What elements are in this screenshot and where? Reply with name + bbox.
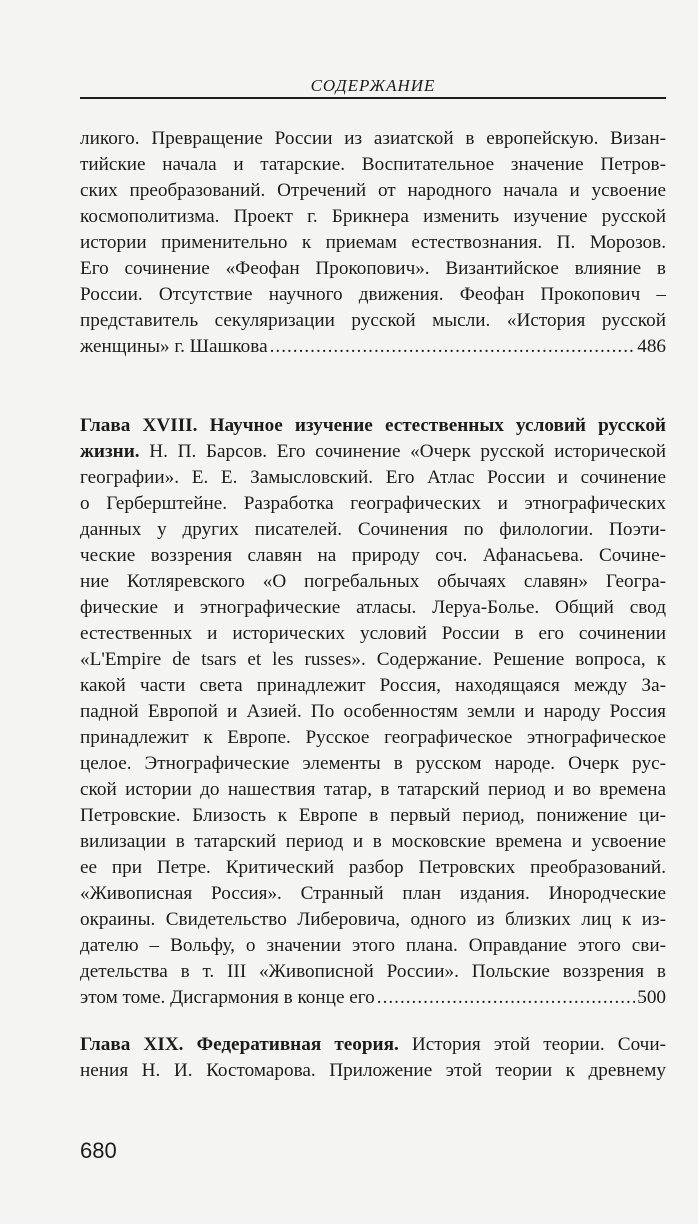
text-line: истории применительно к приемам естествознания. П. Морозов. (80, 232, 666, 253)
text-fragment: История этой теории. Сочи- (398, 1034, 666, 1055)
text-line: естественных и исторических условий России в его сочинении (80, 623, 666, 644)
dot-leader (270, 334, 636, 360)
text-line: о Герберштейне. Разработка географических и этнографических (80, 493, 666, 514)
text-line: ских преобразований. Отречений от народного начала и усвоение (80, 180, 666, 201)
text-line: нения Н. И. Костомарова. Приложение этой теории к древнему (80, 1060, 666, 1081)
text-line: дателю – Вольфу, о значении этого плана. Оправдание этого сви- (80, 935, 666, 956)
text-line: ее при Петре. Критический разбор Петровских преобразований. (80, 857, 666, 878)
chapter-title: Глава XVIII. Научное изучение естественных условий русской (80, 415, 666, 436)
toc-entry-page-line (80, 334, 666, 360)
toc-page-number: 486 (637, 336, 666, 357)
toc-chapter-19 (80, 1032, 666, 1084)
text-line: Петровские. Близость к Европе в первый период, понижение ци- (80, 805, 666, 826)
text-line: ской истории до нашествия татар, в татарский период и во времена (80, 779, 666, 800)
text-line: России. Отсутствие научного движения. Феофан Прокопович – (80, 284, 666, 305)
text-line: какой части света принадлежит Россия, находящаяся между За- (80, 675, 666, 696)
text-line: ческие воззрения славян на природу соч. Афанасьева. Сочине- (80, 545, 666, 566)
text-line: космополитизма. Проект г. Брикнера изменить изучение русской (80, 206, 666, 227)
text-line: данных у других писателей. Сочинения по филологии. Поэти- (80, 519, 666, 540)
toc-chapter-18 (80, 413, 666, 1011)
text-line (80, 1032, 666, 1058)
text-line: падной Европой и Азией. По особенностям земли и народу Россия (80, 701, 666, 722)
text-line (80, 439, 666, 465)
text-line: ние Котляревского «О погребальных обычаях славян» Геогра- (80, 571, 666, 592)
text-line: окраины. Свидетельство Либеровича, одного из близких лиц к из- (80, 909, 666, 930)
page-number: 680 (80, 1138, 117, 1163)
text-line: «L'Empire de tsars et les russes». Содержание. Решение вопроса, к (80, 649, 666, 670)
text-line: принадлежит к Европе. Русское географическое этнографическое (80, 727, 666, 748)
text-line: вилизации в татарский период и в московские времена и усвоение (80, 831, 666, 852)
toc-page-number: 500 (637, 987, 666, 1008)
text-line: «Живописная Россия». Странный план издания. Инородческие (80, 883, 666, 904)
toc-continuation-paragraph (80, 126, 666, 360)
text-line: географии». Е. Е. Замысловский. Его Атлас России и сочинение (80, 467, 666, 488)
dot-leader (377, 985, 635, 1011)
text-line: Его сочинение «Феофан Прокопович». Византийское влияние в (80, 258, 666, 279)
text-line: ликого. Превращение России из азиатской в европейскую. Визан- (80, 128, 666, 149)
text-line: тийские начала и татарские. Воспитательное значение Петров- (80, 154, 666, 175)
text-line: представитель секуляризации русской мысли. «История русской (80, 310, 666, 331)
chapter-title: Глава XIX. Федеративная теория. (80, 1034, 399, 1055)
text-line: фические и этнографические атласы. Леруа-Болье. Общий свод (80, 597, 666, 618)
text-line: целое. Этнографические элементы в русском народе. Очерк рус- (80, 753, 666, 774)
toc-entry-last-text: этом томе. Дисгармония в конце его (80, 987, 375, 1008)
text-fragment: Н. П. Барсов. Его сочинение «Очерк русской исторической (139, 441, 666, 462)
toc-entry-page-line (80, 985, 666, 1011)
running-header: СОДЕРЖАНИЕ (310, 76, 436, 95)
chapter-title-end: жизни. (80, 441, 140, 462)
text-line: детельства в т. III «Живописной России». Польские воззрения в (80, 961, 666, 982)
header-rule (80, 97, 666, 99)
toc-entry-last-text: женщины» г. Шашкова (80, 336, 268, 357)
